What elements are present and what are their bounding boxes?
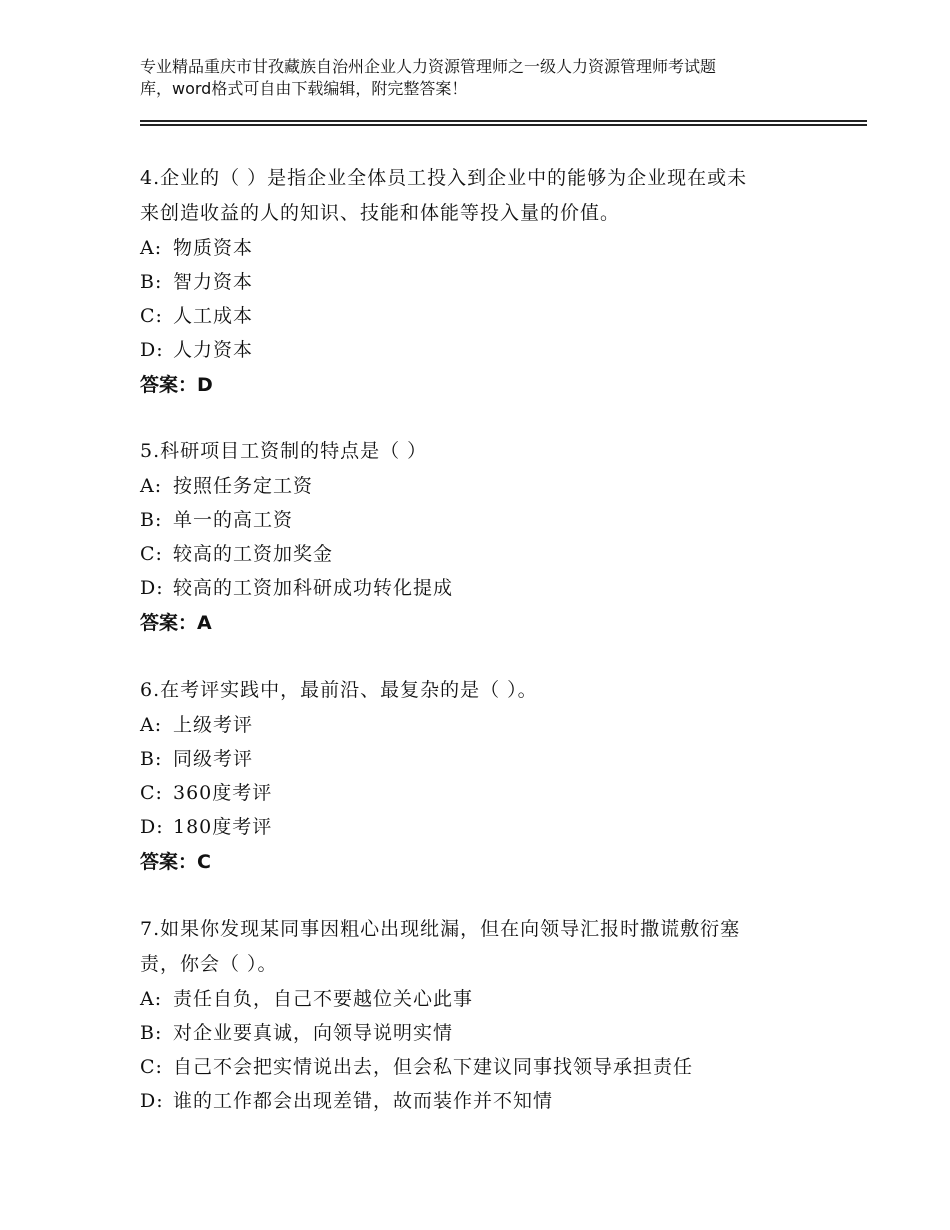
option-a [140, 233, 253, 260]
header-line-1: 专业精品重庆市甘孜藏族自治州企业人力资源管理师之一级人力资源管理师考试题 [140, 57, 717, 76]
option-text: 180度考评 [173, 816, 273, 838]
option-key: A: [140, 714, 163, 736]
option-text: 较高的工资加奖金 [173, 543, 334, 565]
option-key: C: [140, 1056, 163, 1078]
question-stem-line: 来创造收益的人的知识、技能和体能等投入量的价值。 [140, 202, 621, 224]
option-d [140, 335, 253, 362]
option-a [140, 710, 253, 737]
answer-label: 答案：C [140, 851, 211, 873]
option-key: D: [140, 1090, 164, 1112]
header-line-2: 库，word格式可自由下载编辑，附完整答案！ [140, 79, 468, 98]
answer-label: 答案：D [140, 374, 213, 396]
header-divider-bottom [140, 124, 867, 126]
option-key: D: [140, 339, 164, 361]
option-b [140, 505, 293, 532]
option-c [140, 778, 272, 805]
option-text: 对企业要真诚，向领导说明实情 [173, 1022, 454, 1044]
document-header [140, 56, 830, 100]
option-text: 上级考评 [173, 714, 254, 736]
option-key: C: [140, 305, 163, 327]
question-stem-line: 4.企业的（ ）是指企业全体员工投入到企业中的能够为企业现在或未 [140, 167, 748, 189]
option-b [140, 267, 253, 294]
option-text: 智力资本 [173, 271, 254, 293]
option-b [140, 1018, 453, 1045]
option-text: 360度考评 [173, 782, 273, 804]
option-key: D: [140, 816, 164, 838]
option-key: A: [140, 237, 163, 259]
question-stem-line: 责，你会（ ）。 [140, 953, 278, 975]
option-d [140, 1086, 553, 1113]
option-text: 责任自负，自己不要越位关心此事 [173, 988, 474, 1010]
option-text: 人工成本 [173, 305, 254, 327]
option-text: 自己不会把实情说出去，但会私下建议同事找领导承担责任 [173, 1056, 694, 1078]
option-text: 物质资本 [173, 237, 254, 259]
option-text: 较高的工资加科研成功转化提成 [173, 577, 454, 599]
option-key: B: [140, 1022, 163, 1044]
option-key: C: [140, 543, 163, 565]
question-stem-line: 5.科研项目工资制的特点是（ ） [140, 440, 428, 462]
option-key: B: [140, 271, 163, 293]
question-stem-line: 7.如果你发现某同事因粗心出现纰漏，但在向领导汇报时撒谎敷衍塞 [140, 918, 741, 940]
option-text: 单一的高工资 [173, 509, 294, 531]
option-c [140, 1052, 693, 1079]
option-key: B: [140, 748, 163, 770]
option-c [140, 539, 333, 566]
option-text: 按照任务定工资 [173, 475, 314, 497]
header-divider-top [140, 120, 867, 122]
option-key: D: [140, 577, 164, 599]
option-key: C: [140, 782, 163, 804]
option-text: 同级考评 [173, 748, 254, 770]
option-b [140, 744, 253, 771]
question-stem-line: 6.在考评实践中，最前沿、最复杂的是（ ）。 [140, 679, 538, 701]
option-a [140, 471, 313, 498]
option-c [140, 301, 253, 328]
option-key: A: [140, 475, 163, 497]
option-d [140, 812, 272, 839]
option-text: 人力资本 [173, 339, 254, 361]
option-d [140, 573, 453, 600]
option-text: 谁的工作都会出现差错，故而装作并不知情 [173, 1090, 554, 1112]
option-key: A: [140, 988, 163, 1010]
option-a [140, 984, 473, 1011]
option-key: B: [140, 509, 163, 531]
answer-label: 答案：A [140, 612, 212, 634]
